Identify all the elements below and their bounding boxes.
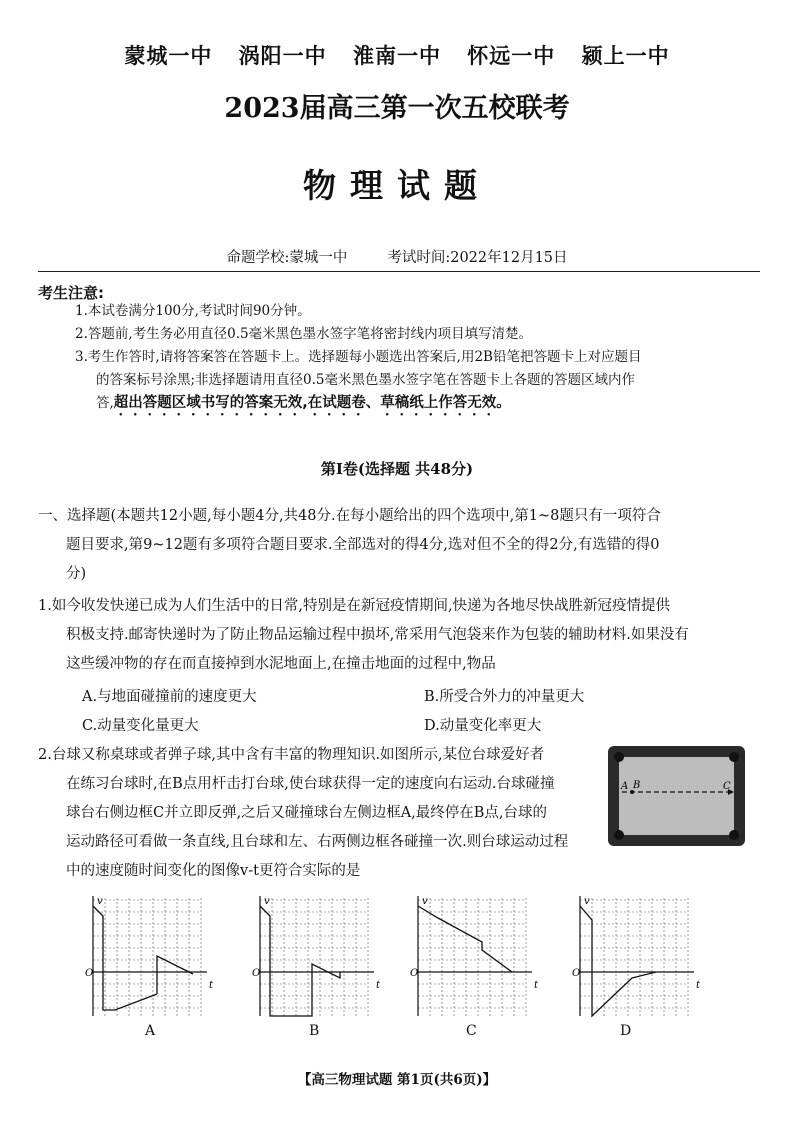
q1-line-3: 这些缓冲物的存在而直接掉到水泥地面上,在撞击地面的过程中,物品 (66, 656, 496, 672)
table-cloth (619, 757, 734, 835)
pocket-top-left (614, 752, 624, 762)
q1-option-b: B.所受合外力的冲量更大 (424, 689, 585, 705)
vt-curve (580, 906, 656, 1016)
notice-item-2: 2.答题前,考生务必用直径0.5毫米黑色墨水签字笔将密封线内项目填写清楚。 (75, 326, 533, 342)
q1-option-a: A.与地面碰撞前的速度更大 (82, 689, 257, 705)
instructions-line-3: 分) (66, 566, 87, 582)
graph-label-a: A (145, 1023, 156, 1039)
origin-label: O (410, 968, 419, 979)
vt-graph-d (572, 892, 702, 1020)
pool-table-figure (608, 746, 745, 846)
school-list: 蒙城一中 涡阳一中 淮南一中 怀远一中 颍上一中 (124, 44, 670, 68)
t-label: t (534, 980, 539, 991)
school-info: 命题学校:蒙城一中 (226, 250, 348, 266)
pocket-top-right (729, 752, 739, 762)
t-label: t (696, 980, 701, 991)
notice-item-3-line2: 的答案标号涂黑;非选择题请用直径0.5毫米黑色墨水签字笔在答题卡上各题的答题区域内作 (96, 372, 636, 388)
notice-emphasis: 超出答题区域书写的答案无效,在试题卷、草稿纸上作答无效。 (113, 395, 511, 411)
notice-item-3-prefix: 答, (96, 395, 114, 411)
v-label: v (264, 896, 270, 907)
vt-graph-c (410, 892, 540, 1020)
origin-label: O (572, 968, 581, 979)
exam-time: 考试时间:2022年12月15日 (387, 250, 568, 266)
q2-line-1: 2.台球又称桌球或者弹子球,其中含有丰富的物理知识.如图所示,某位台球爱好者 (38, 747, 545, 763)
q2-line-5: 中的速度随时间变化的图像v-t更符合实际的是 (66, 863, 361, 879)
label-a: A (621, 781, 629, 792)
section-title: 第Ⅰ卷(选择题 共48分) (320, 460, 474, 478)
exam-title: 2023届高三第一次五校联考 (224, 93, 570, 124)
q2-line-4: 运动路径可看做一条直线,且台球和左、右两侧边框各碰撞一次.则台球运动过程 (66, 834, 569, 850)
v-label: v (584, 896, 590, 907)
subject-title: 物理试题 (303, 166, 491, 205)
origin-label: O (252, 968, 261, 979)
exam-meta (0, 246, 794, 267)
v-label: v (97, 896, 103, 907)
divider (38, 271, 760, 272)
vt-curve-2 (157, 956, 193, 994)
instructions-line-2: 题目要求,第9~12题有多项符合题目要求.全部选对的得4分,选对但不全的得2分,有选错的得0 (66, 537, 660, 553)
pocket-bottom-left (614, 830, 624, 840)
vt-graph-a (85, 892, 215, 1020)
t-label: t (376, 980, 381, 991)
q2-line-2: 在练习台球时,在B点用杆击打台球,使台球获得一定的速度向右运动.台球碰撞 (66, 776, 555, 792)
notice-item-1: 1.本试卷满分100分,考试时间90分钟。 (75, 303, 311, 319)
q1-option-c: C.动量变化量更大 (82, 718, 199, 734)
notice-item-3: 3.考生作答时,请将答案答在答题卡上。选择题每小题选出答案后,用2B铅笔把答题卡上对应题目 (75, 349, 642, 365)
graph-grid (260, 898, 368, 1016)
vt-graph-b (252, 892, 382, 1020)
vt-curve (418, 906, 512, 972)
origin-label: O (85, 968, 94, 979)
notice-title: 考生注意: (38, 284, 104, 302)
label-b: B (633, 780, 641, 791)
notice-item-3-line3 (96, 392, 736, 419)
q2-line-3: 球台右侧边框C并立即反弹,之后又碰撞球台左侧边框A,最终停在B点,台球的 (66, 805, 548, 821)
instructions-line-1: 一、选择题(本题共12小题,每小题4分,共48分.在每小题给出的四个选项中,第1~8题只有一项符合 (38, 508, 661, 524)
v-label: v (422, 896, 428, 907)
graph-label-d: D (620, 1023, 632, 1039)
graph-grid (580, 898, 688, 1016)
vt-curve (93, 906, 157, 1010)
page-footer: 【高三物理试题 第1页(共6页)】 (297, 1072, 497, 1088)
label-c: C (723, 781, 731, 792)
q1-line-1: 1.如今收发快递已成为人们生活中的日常,特别是在新冠疫情期间,快递为各地尽快战胜新冠疫情提供 (38, 598, 671, 614)
graph-label-b: B (309, 1023, 320, 1039)
pocket-bottom-right (729, 830, 739, 840)
q1-option-d: D.动量变化率更大 (424, 718, 542, 734)
q1-line-2: 积极支持.邮寄快递时为了防止物品运输过程中损坏,常采用气泡袋来作为包装的辅助材料.如果没有 (66, 627, 689, 643)
t-label: t (209, 980, 214, 991)
graph-label-c: C (466, 1023, 477, 1039)
